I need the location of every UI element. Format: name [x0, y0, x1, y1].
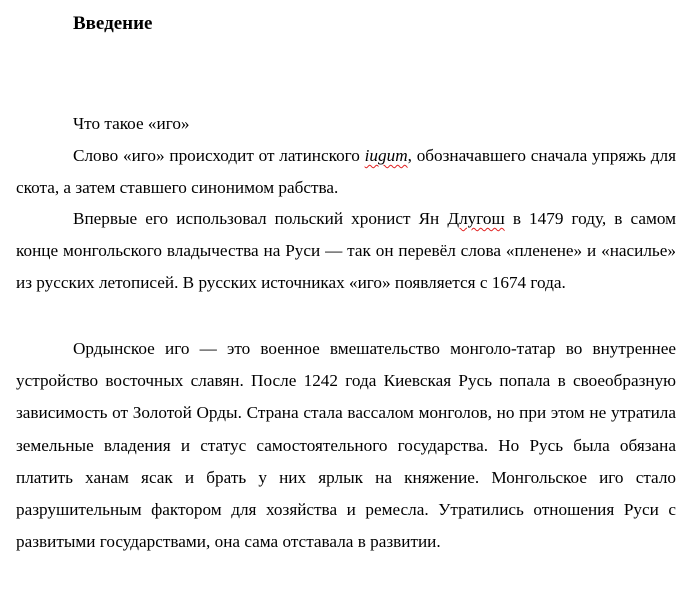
- paragraph-etymology-text-before: Слово «иго» происходит от латинского: [73, 146, 360, 165]
- chronicler-name-misspelled[interactable]: Длугош: [447, 209, 505, 228]
- paragraph-etymology: [16, 140, 676, 204]
- paragraph-first-use: [16, 203, 676, 300]
- paragraph-etymology-text-after: , обозначавшего сначала упряжь для скота, а затем ставшего синонимом рабства.: [16, 146, 676, 198]
- subheading-paragraph: Что такое «иго»: [73, 114, 190, 133]
- paragraph-first-use-text-before: Впервые его использовал польский хронист Ян: [73, 209, 448, 228]
- paragraph-first-use-text-after: в 1479 году, в самом конце монгольского владычества на Руси — так он перевёл слова «пленене» и «насилье» из русских летописей. В русских источниках «иго» появляется с 1674 года.: [16, 209, 676, 293]
- paragraph-horde-yoke: Ордынское иго — это военное вмешательство монголо-татар во внутреннее устройство восточных славян. После 1242 года Киевская Русь попала в своеобразную зависимость от Золотой Орды. Страна стала вассалом монголов, но при этом не утратила земельные владения и статус самостоятельного государства. Но Русь была обязана платить ханам ясак и брать у них ярлык на княжение. Монгольское иго стало разрушительным фактором для хозяйства и ремесла. Утратились отношения Руси с развитыми государствами, она сама отставала в развитии.: [16, 339, 676, 552]
- latin-term-misspelled[interactable]: iugum: [364, 146, 408, 165]
- document-heading: Введение: [73, 13, 153, 34]
